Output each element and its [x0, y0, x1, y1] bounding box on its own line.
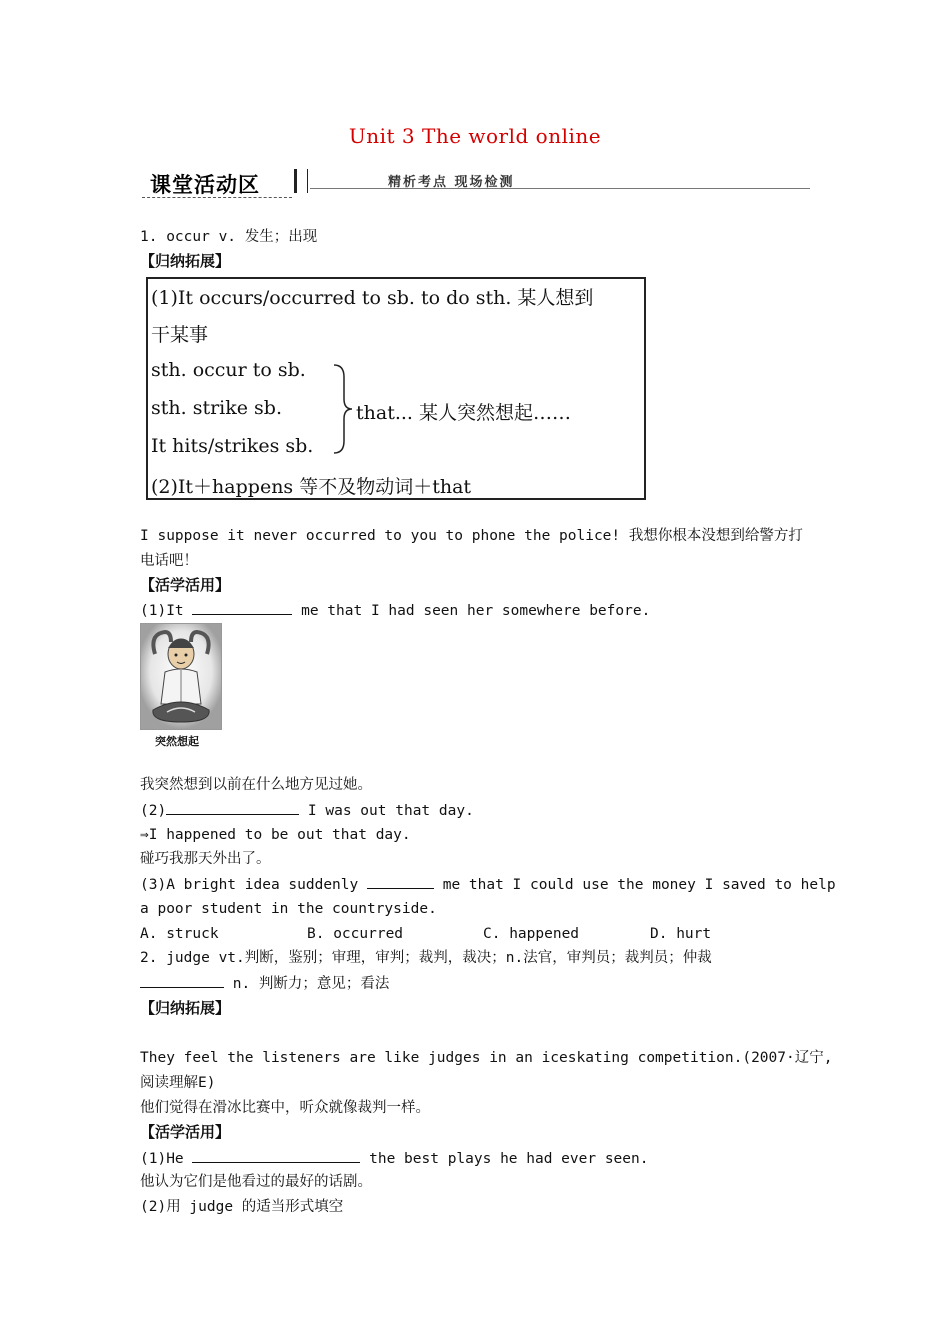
question-3: (3)A bright idea suddenly me that I could use the money I saved to help — [140, 874, 836, 895]
question-2-translation: 碰巧我那天外出了。 — [140, 851, 271, 867]
practice-label: 【活学活用】 — [140, 576, 231, 594]
section2-question-1-translation: 他认为它们是他看过的最好的话剧。 — [140, 1174, 372, 1190]
page-title: Unit 3 The world online — [348, 124, 602, 148]
example-sentence: I suppose it never occurred to you to phone the police! 我想你根本没想到给警方打 — [140, 528, 803, 544]
image-caption: 突然想起 — [155, 735, 199, 748]
example-translation: 电话吧！ — [140, 553, 198, 569]
brace-icon — [330, 363, 354, 455]
practice-label: 【活学活用】 — [140, 1123, 231, 1141]
box-line-4: sth. strike sb. — [151, 397, 282, 419]
section2-example-source: 阅读理解E) — [140, 1075, 216, 1091]
banner-rule — [310, 188, 810, 189]
summary-label: 【归纳拓展】 — [140, 999, 231, 1017]
answer-blank[interactable] — [192, 1148, 360, 1163]
section2-question-1: (1)He the best plays he had ever seen. — [140, 1148, 648, 1169]
illustration-image — [140, 623, 222, 730]
option-b[interactable]: B. occurred — [307, 926, 404, 942]
banner-heading: 课堂活动区 — [150, 173, 260, 197]
section2-example-translation: 他们觉得在滑冰比赛中，听众就像裁判一样。 — [140, 1100, 430, 1116]
box-line-3: sth. occur to sb. — [151, 359, 306, 381]
box-line-5: It hits/strikes sb. — [151, 435, 314, 457]
section2-question-2: (2)用 judge 的适当形式填空 — [140, 1199, 344, 1215]
summary-box — [146, 277, 646, 500]
section2-example: They feel the listeners are like judges in an iceskating competition.(2007·辽宁, — [140, 1050, 833, 1066]
question-1: (1)It me that I had seen her somewhere before. — [140, 600, 650, 621]
question-2-rewrite: ⇒I happened to be out that day. — [140, 827, 411, 843]
question-1-translation: 我突然想到以前在什么地方见过她。 — [140, 777, 372, 793]
option-a[interactable]: A. struck — [140, 926, 219, 942]
option-d[interactable]: D. hurt — [650, 926, 712, 942]
answer-blank[interactable] — [367, 874, 434, 889]
box-line-1: (1)It occurs/occurred to sb. to do sth. 某人想到 — [151, 287, 594, 309]
section-banner — [142, 165, 812, 205]
question-3-continued: a poor student in the countryside. — [140, 901, 437, 917]
section2-noun: n. 判断力；意见；看法 — [140, 973, 389, 994]
option-c[interactable]: C. happened — [483, 926, 580, 942]
box-line-2: 干某事 — [151, 324, 209, 346]
answer-blank[interactable] — [192, 600, 292, 615]
brace-text: that... 某人突然想起…… — [356, 402, 571, 424]
section2-heading: 2. judge vt.判断，鉴别；审理，审判；裁判，裁决；n.法官，审判员；裁判员；仲裁 — [140, 950, 712, 966]
banner-dashed-line — [142, 197, 292, 198]
banner-divider — [294, 169, 308, 193]
question-2: (2) I was out that day. — [140, 800, 474, 821]
answer-blank[interactable] — [166, 800, 299, 815]
answer-blank[interactable] — [140, 973, 224, 988]
section1-heading: 1. occur v. 发生；出现 — [140, 229, 318, 245]
banner-subtitle: 精析考点 现场检测 — [388, 175, 515, 190]
summary-label: 【归纳拓展】 — [140, 252, 231, 270]
box-line-6: (2)It＋happens 等不及物动词＋that — [151, 476, 472, 498]
